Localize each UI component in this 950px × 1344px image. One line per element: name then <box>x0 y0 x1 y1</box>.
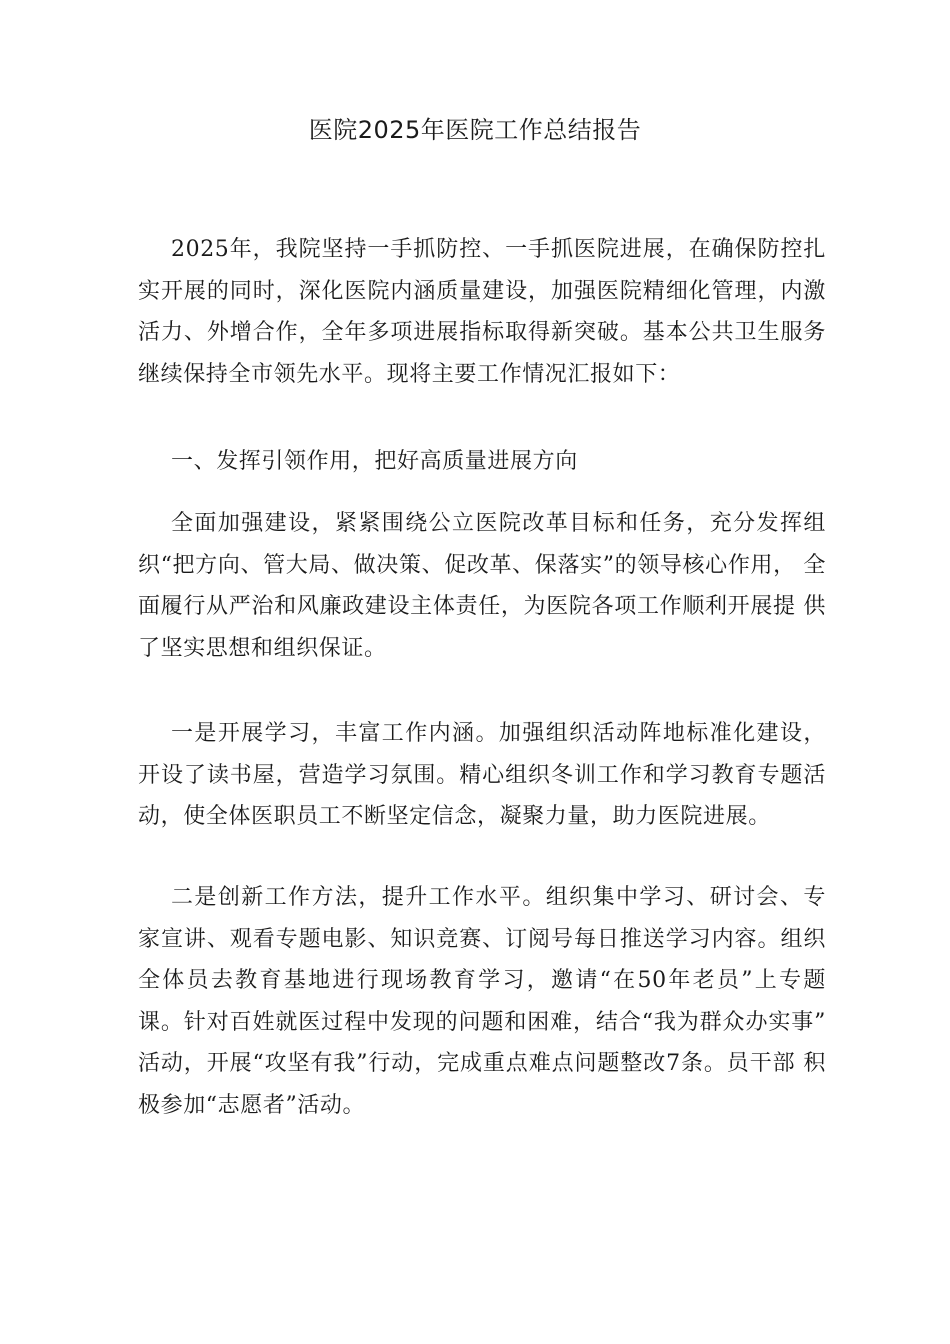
body-paragraph: 全面加强建设，紧紧围绕公立医院改革目标和任务，充分发挥组织“把方向、管大局、做决策、促改革、保落实”的领导核心作用， 全面履行从严治和风廉政建设主体责任，为医院各项工作顺利开展提 供了坚实思想和组织保证。 <box>138 511 826 661</box>
intro-paragraph: 2025年，我院坚持一手抓防控、一手抓医院进展，在确保防控扎 实开展的同时，深化医院内涵质量建设，加强医院精细化管理，内激 活力、外增合作，全年多项进展指标取得新突破。基本公共卫生服务 继续保持全市领先水平。现将主要工作情况汇报如下： <box>138 237 826 387</box>
section-heading: 一、发挥引领作用，把好高质量进展方向 <box>171 449 578 474</box>
body-paragraph: 一是开展学习，丰富工作内涵。加强组织活动阵地标准化建设， 开设了读书屋，营造学习氛围。精心组织冬训工作和学习教育专题活 动，使全体医职员工不断坚定信念，凝聚力量，助力医院进展。 <box>138 721 826 829</box>
body-paragraph: 二是创新工作方法，提升工作水平。组织集中学习、研讨会、专 家宣讲、观看专题电影、知识竞赛、订阅号每日推送学习内容。组织 全体员去教育基地进行现场教育学习，邀请“在50年老员”上专题 课。针对百姓就医过程中发现的问题和困难，结合“我为群众办实事” 活动，开展“攻坚有我”行动，完成重点难点问题整改7条。员干部 积极参加“志愿者”活动。 <box>138 885 826 1118</box>
document-title: 医院2025年医院工作总结报告 <box>308 116 642 144</box>
